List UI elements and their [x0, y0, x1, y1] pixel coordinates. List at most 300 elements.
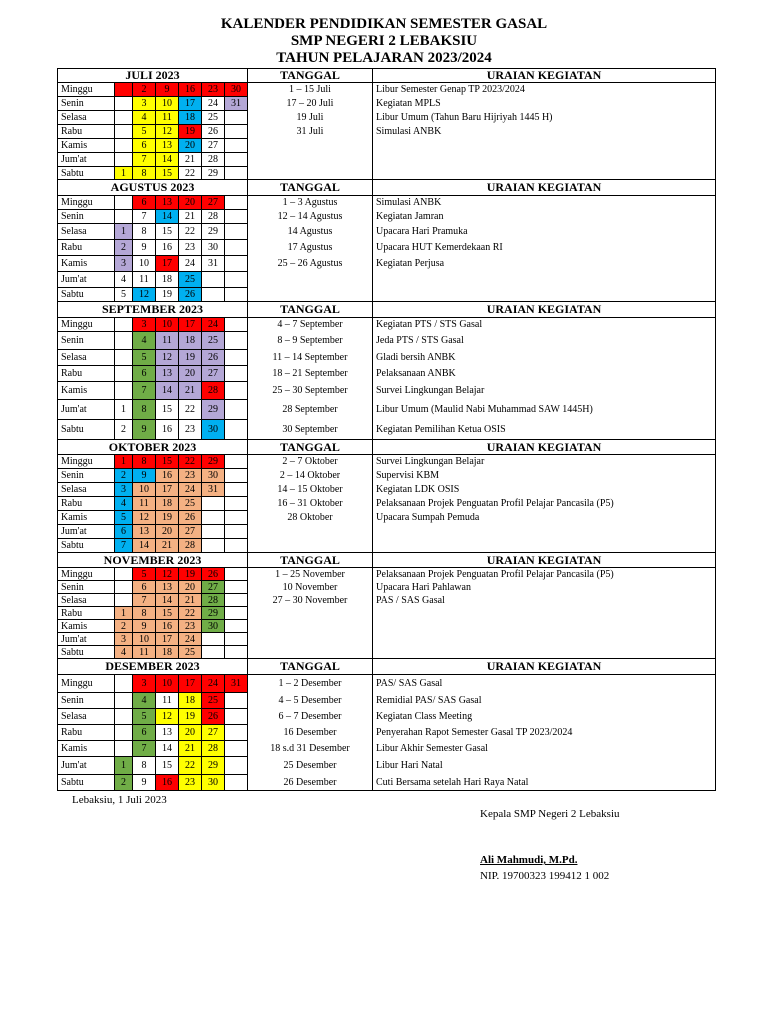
date-cell [225, 709, 248, 725]
event-description: Gladi bersih ANBK [373, 350, 716, 366]
event-description: Pelaksanaan Projek Penguatan Profil Pelajar Pancasila (P5) [373, 568, 716, 581]
date-cell: 30 [202, 469, 225, 483]
date-cell [225, 757, 248, 775]
day-name: Selasa [58, 709, 115, 725]
day-name: Jum'at [58, 633, 115, 646]
date-cell: 21 [179, 210, 202, 224]
date-cell: 26 [179, 288, 202, 302]
date-cell: 16 [156, 240, 179, 256]
event-date [248, 633, 373, 646]
date-cell: 28 [202, 210, 225, 224]
date-cell: 19 [156, 288, 179, 302]
date-cell: 30 [202, 620, 225, 633]
date-cell: 22 [179, 400, 202, 420]
date-cell: 9 [133, 469, 156, 483]
date-cell: 15 [156, 167, 179, 180]
col-header-tanggal: TANGGAL [248, 659, 373, 675]
date-cell: 21 [179, 594, 202, 607]
date-cell [202, 633, 225, 646]
event-date: 1 – 3 Agustus [248, 196, 373, 210]
day-name: Kamis [58, 256, 115, 272]
day-name: Selasa [58, 483, 115, 497]
event-description [373, 620, 716, 633]
date-cell [115, 332, 133, 350]
date-cell: 23 [179, 240, 202, 256]
week-day-row [58, 483, 716, 497]
event-description: Survei Lingkungan Belajar [373, 455, 716, 469]
date-cell: 18 [179, 111, 202, 125]
event-date [248, 607, 373, 620]
day-name: Minggu [58, 318, 115, 332]
date-cell: 20 [179, 725, 202, 741]
event-description: Kegiatan PTS / STS Gasal [373, 318, 716, 332]
date-cell [225, 288, 248, 302]
date-cell: 10 [133, 633, 156, 646]
date-cell: 29 [202, 455, 225, 469]
date-cell: 25 [179, 272, 202, 288]
date-cell: 24 [179, 256, 202, 272]
date-cell [225, 420, 248, 440]
day-name: Kamis [58, 139, 115, 153]
date-cell: 15 [156, 455, 179, 469]
date-cell: 28 [179, 539, 202, 553]
date-cell [115, 196, 133, 210]
date-cell: 18 [179, 693, 202, 709]
date-cell: 9 [156, 83, 179, 97]
event-description: Libur Hari Natal [373, 757, 716, 775]
date-cell [115, 111, 133, 125]
date-cell [225, 693, 248, 709]
col-header-uraian: URAIAN KEGIATAN [373, 440, 716, 455]
day-name: Minggu [58, 83, 115, 97]
date-cell: 14 [156, 741, 179, 757]
date-cell: 23 [179, 469, 202, 483]
week-day-row [58, 83, 716, 97]
day-name: Sabtu [58, 288, 115, 302]
day-name: Senin [58, 210, 115, 224]
event-date: 27 – 30 November [248, 594, 373, 607]
date-cell [202, 511, 225, 525]
week-day-row [58, 272, 716, 288]
date-cell: 3 [133, 675, 156, 693]
date-cell: 9 [133, 420, 156, 440]
week-day-row [58, 153, 716, 167]
date-cell [225, 256, 248, 272]
event-date: 1 – 2 Desember [248, 675, 373, 693]
month-title: JULI 2023 [58, 69, 248, 83]
date-cell: 1 [115, 400, 133, 420]
date-cell: 4 [115, 272, 133, 288]
date-cell: 25 [202, 332, 225, 350]
event-description: Upacara Sumpah Pemuda [373, 511, 716, 525]
date-cell: 20 [179, 139, 202, 153]
date-cell [225, 332, 248, 350]
date-cell: 26 [202, 709, 225, 725]
date-cell: 16 [156, 420, 179, 440]
day-name: Sabtu [58, 646, 115, 659]
col-header-uraian: URAIAN KEGIATAN [373, 659, 716, 675]
event-description: Kegiatan LDK OSIS [373, 483, 716, 497]
day-name: Jum'at [58, 757, 115, 775]
col-header-tanggal: TANGGAL [248, 69, 373, 83]
date-cell: 17 [179, 675, 202, 693]
week-day-row [58, 525, 716, 539]
event-date: 18 – 21 September [248, 366, 373, 382]
event-date: 16 Desember [248, 725, 373, 741]
event-date [248, 539, 373, 553]
date-cell: 3 [115, 256, 133, 272]
date-cell [225, 633, 248, 646]
event-date: 2 – 14 Oktober [248, 469, 373, 483]
footer-place-date: Lebaksiu, 1 Juli 2023 [72, 794, 167, 806]
calendar-table [57, 68, 716, 791]
date-cell [115, 725, 133, 741]
date-cell: 25 [202, 693, 225, 709]
date-cell [225, 725, 248, 741]
day-name: Senin [58, 332, 115, 350]
week-day-row [58, 607, 716, 620]
day-name: Rabu [58, 607, 115, 620]
week-day-row [58, 288, 716, 302]
date-cell: 12 [133, 511, 156, 525]
date-cell: 6 [133, 366, 156, 382]
event-description: Kegiatan Pemilihan Ketua OSIS [373, 420, 716, 440]
date-cell: 25 [202, 111, 225, 125]
date-cell [115, 382, 133, 400]
date-cell: 17 [156, 483, 179, 497]
date-cell: 23 [179, 420, 202, 440]
day-name: Selasa [58, 224, 115, 240]
date-cell [225, 568, 248, 581]
event-date: 30 September [248, 420, 373, 440]
date-cell: 22 [179, 757, 202, 775]
week-day-row [58, 594, 716, 607]
date-cell [115, 318, 133, 332]
week-day-row [58, 366, 716, 382]
date-cell: 28 [202, 382, 225, 400]
date-cell [115, 139, 133, 153]
week-day-row [58, 167, 716, 180]
event-date: 17 Agustus [248, 240, 373, 256]
date-cell [225, 607, 248, 620]
day-name: Sabtu [58, 775, 115, 791]
day-name: Kamis [58, 511, 115, 525]
date-cell: 26 [202, 350, 225, 366]
date-cell: 13 [156, 196, 179, 210]
date-cell: 13 [156, 366, 179, 382]
date-cell: 6 [133, 196, 156, 210]
event-date: 4 – 5 Desember [248, 693, 373, 709]
week-day-row [58, 97, 716, 111]
date-cell [225, 210, 248, 224]
date-cell: 11 [133, 497, 156, 511]
date-cell: 11 [133, 646, 156, 659]
day-name: Rabu [58, 125, 115, 139]
date-cell: 8 [133, 607, 156, 620]
col-header-uraian: URAIAN KEGIATAN [373, 180, 716, 196]
date-cell [225, 620, 248, 633]
week-day-row [58, 400, 716, 420]
event-description [373, 525, 716, 539]
date-cell: 17 [179, 97, 202, 111]
date-cell [115, 153, 133, 167]
week-day-row [58, 741, 716, 757]
date-cell: 27 [202, 581, 225, 594]
week-day-row [58, 497, 716, 511]
date-cell: 10 [156, 318, 179, 332]
event-description: Pelaksanaan ANBK [373, 366, 716, 382]
col-header-tanggal: TANGGAL [248, 553, 373, 568]
event-date [248, 620, 373, 633]
date-cell: 26 [202, 568, 225, 581]
event-description: Supervisi KBM [373, 469, 716, 483]
week-day-row [58, 620, 716, 633]
col-header-uraian: URAIAN KEGIATAN [373, 553, 716, 568]
event-date: 11 – 14 September [248, 350, 373, 366]
date-cell: 21 [179, 382, 202, 400]
event-date: 26 Desember [248, 775, 373, 791]
date-cell: 18 [156, 497, 179, 511]
date-cell [115, 568, 133, 581]
event-description: Jeda PTS / STS Gasal [373, 332, 716, 350]
date-cell: 17 [156, 256, 179, 272]
date-cell: 5 [133, 350, 156, 366]
date-cell: 31 [202, 483, 225, 497]
date-cell: 1 [115, 607, 133, 620]
col-header-tanggal: TANGGAL [248, 180, 373, 196]
date-cell: 1 [115, 224, 133, 240]
date-cell: 10 [133, 256, 156, 272]
date-cell: 16 [156, 620, 179, 633]
day-name: Rabu [58, 240, 115, 256]
date-cell: 20 [179, 196, 202, 210]
date-cell [225, 125, 248, 139]
date-cell [225, 525, 248, 539]
col-header-tanggal: TANGGAL [248, 302, 373, 318]
date-cell [115, 594, 133, 607]
date-cell: 15 [156, 607, 179, 620]
date-cell: 2 [115, 240, 133, 256]
day-name: Kamis [58, 741, 115, 757]
date-cell: 28 [202, 594, 225, 607]
event-date: 16 – 31 Oktober [248, 497, 373, 511]
day-name: Senin [58, 469, 115, 483]
week-day-row [58, 539, 716, 553]
date-cell: 5 [133, 125, 156, 139]
date-cell: 4 [133, 111, 156, 125]
month-title: SEPTEMBER 2023 [58, 302, 248, 318]
date-cell [225, 318, 248, 332]
event-description [373, 288, 716, 302]
date-cell: 17 [179, 318, 202, 332]
event-date: 17 – 20 Juli [248, 97, 373, 111]
month-header-row [58, 659, 716, 675]
week-day-row [58, 125, 716, 139]
date-cell: 27 [202, 366, 225, 382]
date-cell [202, 272, 225, 288]
date-cell: 24 [202, 97, 225, 111]
document-title-line2: SMP NEGERI 2 LEBAKSIU [290, 33, 478, 49]
date-cell: 17 [156, 633, 179, 646]
date-cell: 10 [133, 483, 156, 497]
day-name: Selasa [58, 594, 115, 607]
date-cell: 24 [202, 318, 225, 332]
event-date: 19 Juli [248, 111, 373, 125]
day-name: Senin [58, 581, 115, 594]
date-cell: 20 [179, 581, 202, 594]
date-cell: 28 [202, 741, 225, 757]
week-day-row [58, 775, 716, 791]
week-day-row [58, 757, 716, 775]
event-description: Libur Akhir Semester Gasal [373, 741, 716, 757]
month-header-row [58, 180, 716, 196]
date-cell: 14 [156, 153, 179, 167]
date-cell: 15 [156, 757, 179, 775]
date-cell: 2 [115, 469, 133, 483]
week-day-row [58, 581, 716, 594]
day-name: Senin [58, 97, 115, 111]
month-header-row [58, 553, 716, 568]
date-cell: 16 [156, 775, 179, 791]
date-cell [202, 539, 225, 553]
event-description: Kegiatan Class Meeting [373, 709, 716, 725]
date-cell: 8 [133, 455, 156, 469]
date-cell: 19 [179, 125, 202, 139]
week-day-row [58, 382, 716, 400]
event-description: Survei Lingkungan Belajar [373, 382, 716, 400]
event-description [373, 139, 716, 153]
date-cell [225, 741, 248, 757]
date-cell: 7 [133, 594, 156, 607]
event-description [373, 153, 716, 167]
date-cell: 2 [133, 83, 156, 97]
date-cell: 13 [156, 139, 179, 153]
event-date [248, 288, 373, 302]
event-date: 12 – 14 Agustus [248, 210, 373, 224]
date-cell: 1 [115, 455, 133, 469]
event-date [248, 272, 373, 288]
date-cell [115, 675, 133, 693]
date-cell [225, 240, 248, 256]
date-cell: 12 [156, 350, 179, 366]
date-cell [115, 366, 133, 382]
date-cell: 8 [133, 224, 156, 240]
date-cell: 2 [115, 420, 133, 440]
date-cell: 22 [179, 455, 202, 469]
date-cell: 8 [133, 400, 156, 420]
event-description: Libur Semester Genap TP 2023/2024 [373, 83, 716, 97]
date-cell: 30 [202, 240, 225, 256]
date-cell: 23 [179, 775, 202, 791]
month-header-row [58, 69, 716, 83]
date-cell: 15 [156, 400, 179, 420]
date-cell: 29 [202, 400, 225, 420]
date-cell: 12 [133, 288, 156, 302]
date-cell: 6 [115, 525, 133, 539]
date-cell: 11 [156, 111, 179, 125]
date-cell [225, 469, 248, 483]
event-date: 25 – 26 Agustus [248, 256, 373, 272]
event-description: Simulasi ANBK [373, 125, 716, 139]
event-description: Kegiatan MPLS [373, 97, 716, 111]
date-cell: 5 [115, 511, 133, 525]
event-description: Kegiatan Jamran [373, 210, 716, 224]
date-cell [115, 83, 133, 97]
date-cell [115, 125, 133, 139]
date-cell: 19 [179, 350, 202, 366]
week-day-row [58, 210, 716, 224]
date-cell: 4 [133, 332, 156, 350]
week-day-row [58, 111, 716, 125]
date-cell: 7 [133, 153, 156, 167]
week-day-row [58, 725, 716, 741]
date-cell: 29 [202, 757, 225, 775]
date-cell: 22 [179, 224, 202, 240]
event-date: 28 September [248, 400, 373, 420]
week-day-row [58, 332, 716, 350]
event-description: Libur Umum (Maulid Nabi Muhammad SAW 1445H) [373, 400, 716, 420]
event-date [248, 167, 373, 180]
date-cell [225, 646, 248, 659]
date-cell: 4 [115, 646, 133, 659]
date-cell: 11 [133, 272, 156, 288]
date-cell: 12 [156, 568, 179, 581]
event-description [373, 272, 716, 288]
date-cell: 10 [156, 97, 179, 111]
date-cell [115, 97, 133, 111]
document-title-line1: KALENDER PENDIDIKAN SEMESTER GASAL [220, 16, 548, 32]
day-name: Kamis [58, 620, 115, 633]
date-cell: 7 [133, 382, 156, 400]
date-cell: 19 [156, 511, 179, 525]
event-description: Upacara Hari Pahlawan [373, 581, 716, 594]
date-cell: 14 [156, 594, 179, 607]
event-description [373, 633, 716, 646]
date-cell: 6 [133, 139, 156, 153]
event-date: 1 – 15 Juli [248, 83, 373, 97]
date-cell [225, 511, 248, 525]
event-date [248, 153, 373, 167]
date-cell: 5 [115, 288, 133, 302]
date-cell [202, 497, 225, 511]
date-cell: 12 [156, 709, 179, 725]
event-date: 14 – 15 Oktober [248, 483, 373, 497]
date-cell [225, 111, 248, 125]
date-cell: 14 [156, 382, 179, 400]
date-cell: 29 [202, 607, 225, 620]
date-cell [115, 693, 133, 709]
date-cell: 20 [156, 525, 179, 539]
event-date: 25 Desember [248, 757, 373, 775]
event-description [373, 646, 716, 659]
date-cell: 15 [156, 224, 179, 240]
date-cell [225, 775, 248, 791]
date-cell: 21 [179, 741, 202, 757]
week-day-row [58, 256, 716, 272]
event-description: Pelaksanaan Projek Penguatan Profil Pelajar Pancasila (P5) [373, 497, 716, 511]
day-name: Jum'at [58, 525, 115, 539]
date-cell: 27 [202, 196, 225, 210]
date-cell: 7 [133, 741, 156, 757]
event-description [373, 167, 716, 180]
date-cell: 27 [202, 139, 225, 153]
signatory-nip: NIP. 19700323 199412 1 002 [480, 870, 610, 882]
date-cell: 14 [133, 539, 156, 553]
day-name: Senin [58, 693, 115, 709]
date-cell: 3 [133, 318, 156, 332]
day-name: Rabu [58, 366, 115, 382]
event-description: PAS / SAS Gasal [373, 594, 716, 607]
